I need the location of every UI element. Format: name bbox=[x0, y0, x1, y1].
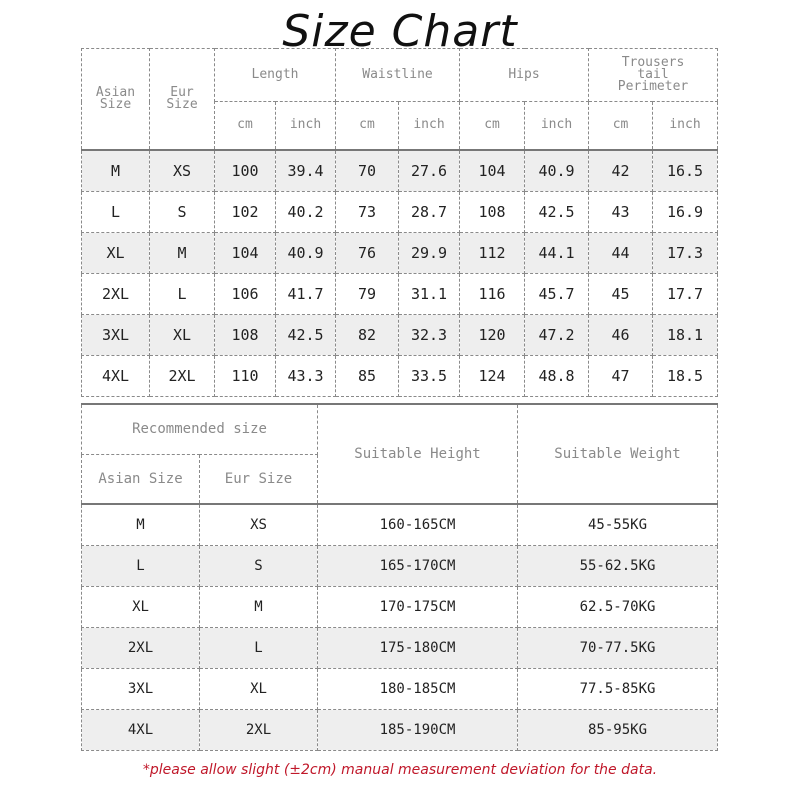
cell: 31.1 bbox=[399, 273, 460, 314]
recommended-size-table bbox=[81, 403, 718, 751]
cell: 18.5 bbox=[653, 355, 718, 396]
unit-cm: cm bbox=[589, 102, 653, 150]
cell: XL bbox=[82, 232, 150, 273]
table-row bbox=[82, 273, 718, 314]
cell: 41.7 bbox=[276, 273, 336, 314]
cell: 73 bbox=[336, 191, 399, 232]
cell: XS bbox=[150, 150, 215, 192]
table-row bbox=[82, 314, 718, 355]
cell: 46 bbox=[589, 314, 653, 355]
unit-inch: inch bbox=[525, 102, 589, 150]
measurement-table bbox=[81, 48, 718, 397]
table-row bbox=[82, 587, 718, 628]
cell: 2XL bbox=[150, 355, 215, 396]
cell: 16.5 bbox=[653, 150, 718, 192]
cell: 102 bbox=[215, 191, 276, 232]
table-row bbox=[82, 504, 718, 546]
cell: 42.5 bbox=[525, 191, 589, 232]
cell: 85-95KG bbox=[518, 710, 718, 751]
cell: 44.1 bbox=[525, 232, 589, 273]
cell: M bbox=[82, 150, 150, 192]
cell: 100 bbox=[215, 150, 276, 192]
unit-inch: inch bbox=[276, 102, 336, 150]
measurement-note: *please allow slight (±2cm) manual measurement deviation for the data. bbox=[142, 762, 658, 778]
cell: 40.2 bbox=[276, 191, 336, 232]
cell: 104 bbox=[215, 232, 276, 273]
table-row bbox=[82, 628, 718, 669]
unit-cm: cm bbox=[215, 102, 276, 150]
table-row bbox=[82, 710, 718, 751]
cell: 47.2 bbox=[525, 314, 589, 355]
cell: 48.8 bbox=[525, 355, 589, 396]
cell: 42.5 bbox=[276, 314, 336, 355]
cell: 70-77.5KG bbox=[518, 628, 718, 669]
header-eur-size: Eur Size bbox=[150, 49, 215, 150]
unit-inch: inch bbox=[399, 102, 460, 150]
cell: M bbox=[150, 232, 215, 273]
cell: 4XL bbox=[82, 355, 150, 396]
table-row bbox=[82, 191, 718, 232]
unit-inch: inch bbox=[653, 102, 718, 150]
cell: 82 bbox=[336, 314, 399, 355]
cell: XL bbox=[150, 314, 215, 355]
header-recommended-size: Recommended size bbox=[82, 404, 318, 454]
table-row bbox=[82, 669, 718, 710]
cell: 3XL bbox=[82, 669, 200, 710]
table-row bbox=[82, 150, 718, 192]
cell: 185-190CM bbox=[318, 710, 518, 751]
cell: M bbox=[82, 504, 200, 546]
cell: 17.7 bbox=[653, 273, 718, 314]
cell: S bbox=[150, 191, 215, 232]
cell: 33.5 bbox=[399, 355, 460, 396]
cell: 108 bbox=[215, 314, 276, 355]
cell: S bbox=[200, 546, 318, 587]
cell: 44 bbox=[589, 232, 653, 273]
cell: L bbox=[200, 628, 318, 669]
cell: 76 bbox=[336, 232, 399, 273]
header-waistline: Waistline bbox=[336, 49, 460, 102]
cell: 112 bbox=[460, 232, 525, 273]
cell: 108 bbox=[460, 191, 525, 232]
cell: 27.6 bbox=[399, 150, 460, 192]
cell: 43.3 bbox=[276, 355, 336, 396]
cell: 55-62.5KG bbox=[518, 546, 718, 587]
cell: 85 bbox=[336, 355, 399, 396]
cell: 40.9 bbox=[525, 150, 589, 192]
cell: 77.5-85KG bbox=[518, 669, 718, 710]
header-suitable-weight: Suitable Weight bbox=[518, 404, 718, 504]
cell: 28.7 bbox=[399, 191, 460, 232]
cell: 175-180CM bbox=[318, 628, 518, 669]
cell: 116 bbox=[460, 273, 525, 314]
cell: 45 bbox=[589, 273, 653, 314]
cell: 4XL bbox=[82, 710, 200, 751]
cell: 29.9 bbox=[399, 232, 460, 273]
cell: XS bbox=[200, 504, 318, 546]
cell: 47 bbox=[589, 355, 653, 396]
cell: 124 bbox=[460, 355, 525, 396]
table-row bbox=[82, 355, 718, 396]
cell: 160-165CM bbox=[318, 504, 518, 546]
cell: XL bbox=[82, 587, 200, 628]
cell: 39.4 bbox=[276, 150, 336, 192]
cell: L bbox=[82, 546, 200, 587]
cell: 165-170CM bbox=[318, 546, 518, 587]
unit-cm: cm bbox=[460, 102, 525, 150]
cell: 45.7 bbox=[525, 273, 589, 314]
cell: 180-185CM bbox=[318, 669, 518, 710]
cell: 40.9 bbox=[276, 232, 336, 273]
cell: 18.1 bbox=[653, 314, 718, 355]
unit-cm: cm bbox=[336, 102, 399, 150]
cell: 43 bbox=[589, 191, 653, 232]
cell: 32.3 bbox=[399, 314, 460, 355]
table-row bbox=[82, 232, 718, 273]
cell: 70 bbox=[336, 150, 399, 192]
cell: 42 bbox=[589, 150, 653, 192]
header-eur-size: Eur Size bbox=[200, 454, 318, 504]
cell: 62.5-70KG bbox=[518, 587, 718, 628]
cell: 79 bbox=[336, 273, 399, 314]
cell: 16.9 bbox=[653, 191, 718, 232]
cell: L bbox=[82, 191, 150, 232]
cell: 17.3 bbox=[653, 232, 718, 273]
cell: 2XL bbox=[200, 710, 318, 751]
cell: M bbox=[200, 587, 318, 628]
cell: 2XL bbox=[82, 628, 200, 669]
cell: XL bbox=[200, 669, 318, 710]
cell: 45-55KG bbox=[518, 504, 718, 546]
cell: 104 bbox=[460, 150, 525, 192]
page-title: Size Chart bbox=[282, 6, 518, 57]
cell: 2XL bbox=[82, 273, 150, 314]
header-suitable-height: Suitable Height bbox=[318, 404, 518, 504]
header-asian-size: Asian Size bbox=[82, 49, 150, 150]
header-asian-size: Asian Size bbox=[82, 454, 200, 504]
cell: 170-175CM bbox=[318, 587, 518, 628]
cell: L bbox=[150, 273, 215, 314]
cell: 120 bbox=[460, 314, 525, 355]
cell: 3XL bbox=[82, 314, 150, 355]
cell: 106 bbox=[215, 273, 276, 314]
header-trousers-tail-perimeter: Trousers tail Perimeter bbox=[589, 49, 718, 102]
header-length: Length bbox=[215, 49, 336, 102]
header-hips: Hips bbox=[460, 49, 589, 102]
cell: 110 bbox=[215, 355, 276, 396]
table-row bbox=[82, 546, 718, 587]
